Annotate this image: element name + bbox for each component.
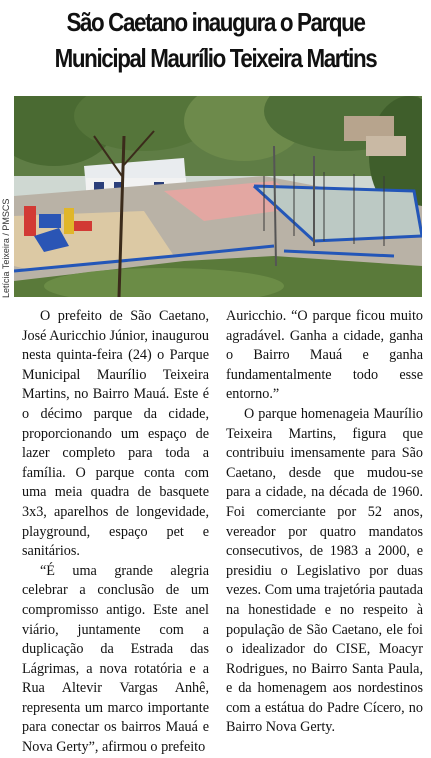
article-column-right <box>226 307 423 738</box>
paragraph: O prefeito de São Caetano, José Auricchio Júnior, inaugurou nesta quinta-feira (24) o Parque Municipal Maurílio Teixeira Martins, no Bairro Mauá. Este é o décimo parque da cidade, proporcionando um espaço de lazer completo para toda a família. O parque conta com uma meia quadra de basquete 3x3, aparelhos de longevidade, playground, espaço pet e sanitários. <box>22 308 209 560</box>
photo-credit: Letícia Teixeira / PMSCS <box>1 198 11 298</box>
paragraph: Auricchio. “O parque ficou muito agradável. Ganha a cidade, ganha o Bairro Mauá e ganha fundamentalmente todo esse entorno.” <box>226 308 423 403</box>
paragraph: O parque homenageia Maurílio Teixeira Martins, figura que contribuiu imensamente para São Caetano, desde que mudou-se para a cidade, na década de 1960. Foi comerciante por 52 anos, vereador por quatro mandatos consecutivos, de 1983 a 2000, e presidiu o Legislativo por duas vezes. Com uma trajetória pautada na honestidade e no respeito à população de São Caetano, ele foi o idealizador do CISE, Moacyr Rodrigues, no Bairro Santa Paula, e da homenagem aos nordestinos com a estátua do Padre Cícero, no Bairro Nova Gerty. <box>226 405 423 736</box>
article-headline <box>30 4 401 76</box>
headline-line-2: Municipal Maurílio Teixeira Martins <box>54 43 377 73</box>
article-column-left <box>22 307 209 758</box>
paragraph: “É uma grande alegria celebrar a conclusão de um compromisso antigo. Este anel viário, juntamente com a duplicação da Estrada das Lágrimas, a nova rotatória e a Rua Altevir Vargas Anhê, representa um marco importante para conectar os bairros Mauá e Nova Gerty”, afirmou o prefeito <box>22 562 209 756</box>
headline-line-1: São Caetano inaugura o Parque <box>66 7 365 37</box>
park-photo <box>14 96 422 297</box>
